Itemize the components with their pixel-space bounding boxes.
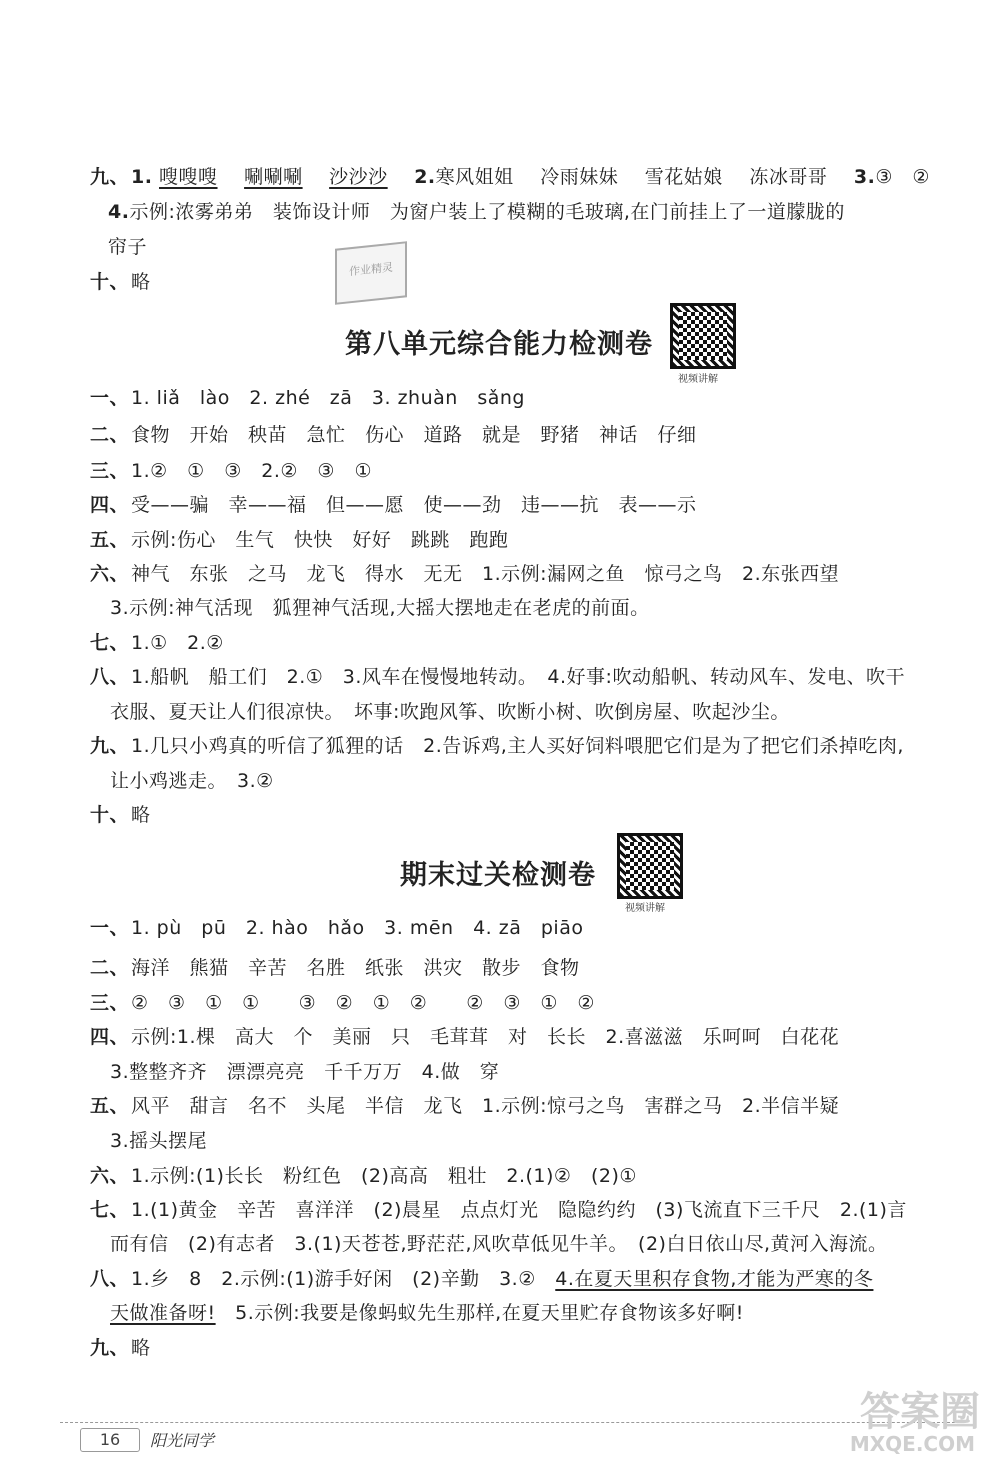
section-label: 十、 (90, 804, 130, 826)
answer-line (108, 697, 790, 727)
section-label: 五、 (90, 1095, 130, 1117)
stamp-logo: 作业精灵 (335, 241, 407, 305)
section-label: 四、 (90, 494, 130, 516)
answer-line (108, 1126, 207, 1156)
answer-line (90, 731, 904, 761)
answer-text: 3.整整齐齐 漂漂亮亮 千千万万 4.做 穿 (110, 1061, 500, 1083)
answer-text: 1.船帆 船工们 2.① 3.风车在慢慢地转动。 4.好事:吹动船帆、转动风车、发电、吹干 (131, 666, 905, 688)
answer-text: 略 (131, 804, 151, 826)
answer-line (90, 953, 580, 983)
brand-logo: 阳光同学 (150, 1431, 215, 1450)
qr-code-icon[interactable] (670, 303, 736, 369)
section-label: 五、 (90, 529, 130, 551)
answer-text: 神气 东张 之马 龙飞 得水 无无 1.示例:漏网之鱼 惊弓之鸟 2.东张西望 (131, 563, 840, 585)
answer-text: 1.乡 8 2.示例:(1)游手好闲 (2)辛勤 3.② (131, 1268, 556, 1290)
answer-text: 1.示例:(1)长长 粉红色 (2)高高 粗壮 2.(1)② (2)① (131, 1165, 637, 1187)
answer-text: 1. liǎ lào 2. zhé zā 3. zhuàn sǎng (131, 387, 525, 409)
section-label: 六、 (90, 1165, 130, 1187)
qr-label: 视频讲解 (625, 903, 665, 914)
item-number: 2. (414, 166, 436, 188)
underlined-word: 唰唰唰 (244, 166, 303, 188)
watermark-site: MXQE.COM (849, 1432, 975, 1456)
section-label: 一、 (90, 387, 130, 409)
watermark-logo: 答案圈 (860, 1389, 980, 1435)
answer-line (90, 1333, 151, 1363)
s9-line1 (90, 162, 930, 192)
answer-text: 衣服、夏天让人们很凉快。 坏事:吹跑风筝、吹断小树、吹倒房屋、吹起沙尘。 (110, 701, 790, 723)
answer-line (90, 1264, 873, 1294)
answer-word: 寒风姐姐 (435, 166, 514, 188)
underlined-answer: 4.在夏天里积存食物,才能为严寒的冬 (555, 1268, 874, 1290)
answer-text: ② ③ ① ① ③ ② ① ② ② ③ ① ② (131, 992, 595, 1014)
answer-word: 冻冰哥哥 (749, 166, 828, 188)
answer-text: 示例:浓雾弟弟 装饰设计师 为窗户装上了模糊的毛玻璃,在门前挂上了一道朦胧的 (129, 201, 845, 223)
answer-text: 略 (131, 271, 151, 293)
answer-line (90, 490, 697, 520)
answer-line (90, 420, 697, 450)
answer-text: 1.几只小鸡真的听信了狐狸的话 2.告诉鸡,主人买好饲料喂肥它们是为了把它们杀掉吃肉, (131, 735, 904, 757)
section-label: 八、 (90, 666, 130, 688)
s9-line2 (108, 197, 845, 227)
answer-line (90, 800, 151, 830)
section-label: 九、 (90, 166, 130, 188)
section-label: 一、 (90, 917, 130, 939)
underlined-answer: 天做准备呀! (110, 1302, 216, 1324)
section-label: 六、 (90, 563, 130, 585)
section-label: 十、 (90, 271, 130, 293)
underlined-word: 沙沙沙 (329, 166, 388, 188)
answer-line (90, 1022, 839, 1052)
answer-line (90, 559, 839, 589)
answer-text: 略 (131, 1337, 151, 1359)
section-label: 九、 (90, 735, 130, 757)
section-label: 八、 (90, 1268, 130, 1290)
page-number: 16 (80, 1428, 140, 1452)
answer-text: 食物 开始 秧苗 急忙 伤心 道路 就是 野猪 神话 仔细 (131, 424, 697, 446)
answer-text: 让小鸡逃走。 3.② (110, 770, 274, 792)
answer-line (90, 988, 595, 1018)
answer-text: 示例:伤心 生气 快快 好好 跳跳 跑跑 (131, 529, 509, 551)
answer-tail: ③ ② (875, 166, 930, 188)
item-number: 1. (131, 166, 153, 188)
section-label: 七、 (90, 632, 130, 654)
answer-word: 冷雨妹妹 (540, 166, 619, 188)
item-number: 4. (108, 201, 130, 223)
underlined-word: 嗖嗖嗖 (159, 166, 218, 188)
answer-line (90, 628, 224, 658)
answer-text: 1.(1)黄金 辛苦 喜洋洋 (2)晨星 点点灯光 隐隐约约 (3)飞流直下三千尺 2.(1)言 (131, 1199, 907, 1221)
answer-line (108, 1229, 888, 1259)
unit8-title: 第八单元综合能力检测卷 (345, 329, 653, 360)
answer-text: 3.摇头摆尾 (110, 1130, 208, 1152)
answer-line (90, 383, 525, 413)
answer-line (108, 1298, 744, 1328)
answer-text: 海洋 熊猫 辛苦 名胜 纸张 洪灾 散步 食物 (131, 957, 580, 979)
answer-tail: 5.示例:我要是像蚂蚁先生那样,在夏天里贮存食物该多好啊! (215, 1302, 744, 1324)
answer-text: 1.② ① ③ 2.② ③ ① (131, 460, 372, 482)
s9-line3: 帘子 (108, 236, 148, 258)
answer-line (108, 766, 274, 796)
answer-line (108, 593, 650, 623)
answer-text: 1.① 2.② (131, 632, 224, 654)
answer-line (90, 662, 905, 692)
answer-text: 风平 甜言 名不 头尾 半信 龙飞 1.示例:惊弓之鸟 害群之马 2.半信半疑 (131, 1095, 840, 1117)
answer-text: 而有信 (2)有志者 3.(1)天苍苍,野茫茫,风吹草低见牛羊。 (2)白日依山尽,黄河入海流。 (110, 1233, 888, 1255)
qr-code-icon[interactable] (617, 833, 683, 899)
section-label: 三、 (90, 460, 130, 482)
answer-line (90, 1161, 637, 1191)
answer-line (108, 1057, 499, 1087)
section-label: 三、 (90, 992, 130, 1014)
section-label: 九、 (90, 1337, 130, 1359)
answer-text: 受——骗 幸——福 但——愿 使——劲 违——抗 表——示 (131, 494, 697, 516)
item-number: 3. (853, 166, 876, 188)
footer-divider (60, 1422, 960, 1423)
answer-line (90, 456, 372, 486)
section-label: 二、 (90, 424, 130, 446)
section-label: 二、 (90, 957, 130, 979)
s10-line (90, 267, 151, 297)
final-title: 期末过关检测卷 (400, 860, 596, 891)
answer-line (90, 1091, 839, 1121)
answer-text: 3.示例:神气活现 狐狸神气活现,大摇大摆地走在老虎的前面。 (110, 597, 650, 619)
answer-line (90, 525, 508, 555)
qr-label: 视频讲解 (678, 374, 718, 385)
answer-word: 雪花姑娘 (644, 166, 723, 188)
section-label: 七、 (90, 1199, 130, 1221)
answer-line (90, 1195, 907, 1225)
answer-text: 1. pù pū 2. hào hǎo 3. mēn 4. zā piāo (131, 917, 584, 939)
answer-text: 示例:1.棵 高大 个 美丽 只 毛茸茸 对 长长 2.喜滋滋 乐呵呵 白花花 (131, 1026, 840, 1048)
answer-line (90, 913, 583, 943)
section-label: 四、 (90, 1026, 130, 1048)
